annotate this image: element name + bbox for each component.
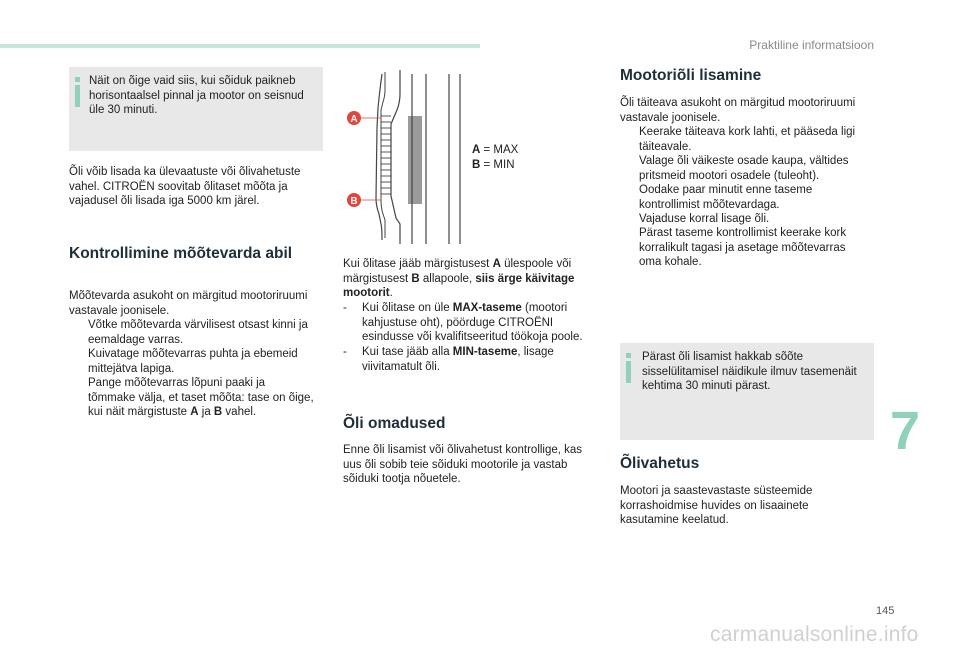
info-box-1 <box>69 67 323 151</box>
heading-oil-change: Õlivahetus <box>620 455 700 472</box>
section-title: Praktiline informatsioon <box>749 38 874 52</box>
dash-item-min: - Kui tase jääb alla MIN-taseme, lisage viivitamatult õli. <box>343 346 554 373</box>
dipstick-bullet-1: Võtke mõõtevarda värvilisest otsast kinni ja eemaldage varras. <box>88 319 308 346</box>
heading-dipstick-check: Kontrollimine mõõtevarda abil <box>69 245 293 262</box>
adding-bullet-2: Valage õli väikeste osade kaupa, vältides pritsmeid mootori osadele (tuleoht). <box>639 155 849 182</box>
marker-b-label: B <box>350 196 358 207</box>
heading-adding-oil: Mootoriõli lisamine <box>620 67 762 84</box>
dash-marker: - <box>343 302 347 314</box>
dash-item-max: - Kui õlitase on üle MAX-taseme (mootori kahjustuse oht), pöörduge CITROËNI esindusse või kvalifitseeritud töökoja poole. <box>343 302 583 344</box>
dipstick-illustration <box>340 68 470 246</box>
dipstick-bullet-2: Kuivatage mõõtevarras puhta ja ebemeid mittejätva lapiga. <box>88 348 298 375</box>
top-accent-bar <box>0 44 480 48</box>
chapter-number: 7 <box>890 401 921 461</box>
dipstick-paragraph: Mõõtevarda asukoht on märgitud mootoriruumi vastavale joonisele. <box>69 290 308 317</box>
adding-bullet-3: Oodake paar minutit enne taseme kontrollimist mõõtevardaga. <box>639 184 813 211</box>
oil-properties-paragraph: Enne õli lisamist või õlivahetust kontrollige, kas uus õli sobib teie sõiduki mootorile ja vastab sõiduki tootja nõuetele. <box>343 444 583 486</box>
intro-paragraph: Õli võib lisada ka ülevaatuste või õlivahetuste vahel. CITROËN soovitab õlitaset mõõta ja vajadusel õli lisada iga 5000 km järel. <box>69 166 301 208</box>
dipstick-bullet-3: Pange mõõtevarras lõpuni paaki ja tõmmake välja, et taset mõõta: tase on õige, kui näit märgistuste A ja B vahel. <box>88 377 314 419</box>
info-icon <box>626 353 631 383</box>
dash-marker: - <box>343 346 347 358</box>
info-box-2 <box>620 343 874 440</box>
oil-level-paragraph: Kui õlitase jääb märgistusest A ülespoole või märgistusest B allapoole, siis ärge käivitage mootorit. <box>343 258 575 300</box>
watermark: carmanualsonline.info <box>710 623 919 646</box>
page-number: 145 <box>876 605 895 617</box>
adding-bullet-5: Pärast taseme kontrollimist keerake kork korralikult tagasi ja asetage mõõtevarras oma kohale. <box>639 227 847 269</box>
info-icon <box>75 77 80 107</box>
info-note-text: Näit on õige vaid siis, kui sõiduk paikneb horisontaalsel pinnal ja mootor on seisnud üle 30 minuti. <box>89 75 304 117</box>
adding-bullet-4: Vajaduse korral lisage õli. <box>639 213 770 225</box>
heading-oil-properties: Õli omadused <box>343 415 446 432</box>
oil-change-paragraph: Mootori ja saastevastaste süsteemide korrashoidmise huvides on lisaainete kasutamine keelatud. <box>620 485 813 527</box>
dipstick-legend: A = MAX B = MIN <box>472 144 519 171</box>
adding-bullet-1: Keerake täiteava kork lahti, et pääseda ligi täiteavale. <box>639 126 856 153</box>
marker-a-label: A <box>350 114 358 125</box>
adding-oil-paragraph: Õli täiteava asukoht on märgitud mootoriruumi vastavale joonisele. <box>620 97 856 124</box>
info-note-text-2: Pärast õli lisamist hakkab sõõte sisselülitamisel näidikule ilmuv tasemenäit kehtima 30 minuti pärast. <box>642 351 857 393</box>
